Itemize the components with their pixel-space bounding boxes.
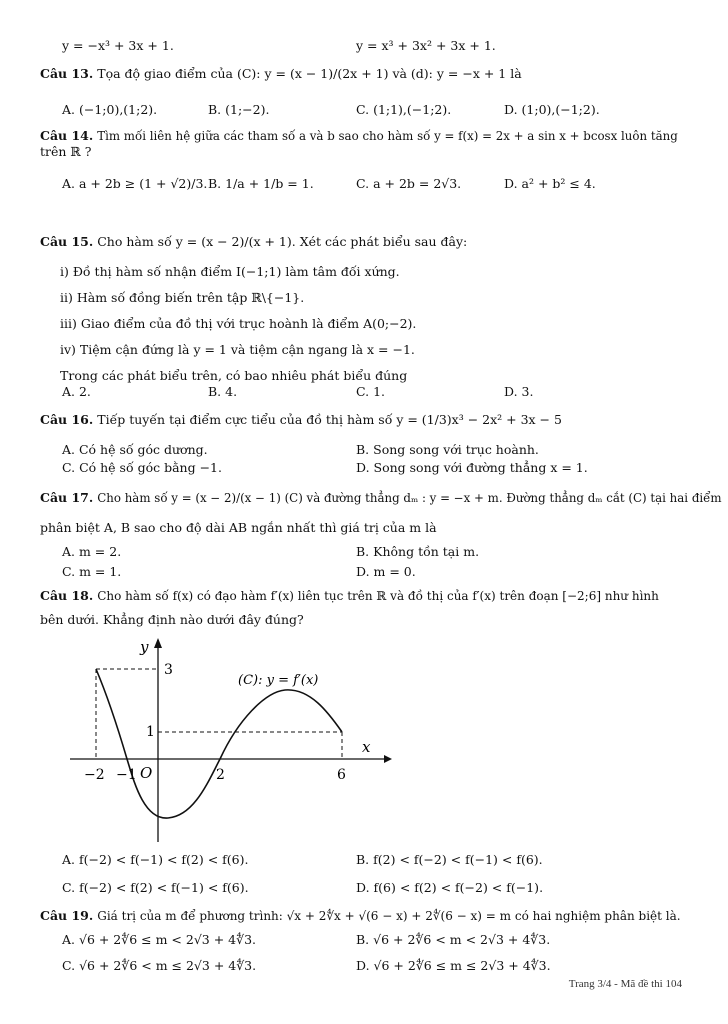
q18-option-d: D. f(6) < f(2) < f(−2) < f(−1). bbox=[356, 880, 544, 895]
y-axis-arrow-icon bbox=[154, 638, 162, 648]
x-tick-minus1: −1 bbox=[116, 767, 137, 783]
q17-stem-text: Cho hàm số y = (x − 2)/(x − 1) (C) và đường thẳng dₘ : y = −x + m. Đường thẳng dₘ cắt (C) tại hai điểm bbox=[97, 491, 722, 505]
q13-option-d: D. (1;0),(−1;2). bbox=[504, 102, 600, 117]
q14-option-c: C. a + 2b = 2√3. bbox=[356, 176, 462, 191]
x-tick-minus2: −2 bbox=[84, 767, 105, 783]
q15-statement-2: ii) Hàm số đồng biến trên tập ℝ\{−1}. bbox=[60, 290, 305, 305]
x-axis-label: x bbox=[362, 738, 371, 756]
q13-option-c: C. (1;1),(−1;2). bbox=[356, 102, 452, 117]
q18-number: Câu 18. bbox=[40, 588, 94, 603]
q19-option-a: A. √6 + 2∜6 ≤ m < 2√3 + 4∜3. bbox=[62, 932, 257, 947]
derivative-curve bbox=[96, 669, 342, 818]
q15-stem-text: Cho hàm số y = (x − 2)/(x + 1). Xét các phát biểu sau đây: bbox=[97, 234, 468, 249]
q14-stem-line2: trên ℝ ? bbox=[40, 144, 92, 159]
q15-option-b: B. 4. bbox=[208, 384, 238, 399]
q13-option-b: B. (1;−2). bbox=[208, 102, 270, 117]
q12-option-c-text: y = −x³ + 3x + 1. bbox=[62, 38, 174, 53]
q17-stem-line2: phân biệt A, B sao cho độ dài AB ngắn nhất thì giá trị của m là bbox=[40, 520, 437, 535]
q19-option-b: B. √6 + 2∜6 < m < 2√3 + 4∜3. bbox=[356, 932, 551, 947]
page-footer: Trang 3/4 - Mã đề thi 104 bbox=[568, 978, 682, 990]
q14-stem bbox=[40, 128, 678, 144]
curve-label: (C): y = f′(x) bbox=[238, 673, 319, 688]
q14-number: Câu 14. bbox=[40, 128, 94, 143]
q17-option-b: B. Không tồn tại m. bbox=[356, 544, 480, 559]
y-tick-3: 3 bbox=[164, 662, 173, 678]
q15-option-a: A. 2. bbox=[62, 384, 91, 399]
q15-number: Câu 15. bbox=[40, 234, 94, 249]
x-tick-2: 2 bbox=[216, 767, 225, 783]
q15-option-d: D. 3. bbox=[504, 384, 534, 399]
x-tick-6: 6 bbox=[337, 767, 346, 783]
q15-option-c: C. 1. bbox=[356, 384, 385, 399]
q12-option-d-text: y = x³ + 3x² + 3x + 1. bbox=[356, 38, 496, 53]
q17-number: Câu 17. bbox=[40, 490, 94, 505]
q18-option-b: B. f(2) < f(−2) < f(−1) < f(6). bbox=[356, 852, 543, 867]
q13-stem bbox=[40, 66, 522, 82]
q14-option-b: B. 1/a + 1/b = 1. bbox=[208, 176, 314, 191]
q15-stem bbox=[40, 234, 467, 250]
x-axis-arrow-icon bbox=[384, 755, 392, 763]
q19-stem bbox=[40, 908, 681, 924]
q16-option-d: D. Song song với đường thẳng x = 1. bbox=[356, 460, 588, 475]
q16-stem-text: Tiếp tuyến tại điểm cực tiểu của đồ thị hàm số y = (1/3)x³ − 2x² + 3x − 5 bbox=[97, 412, 562, 427]
q19-stem-text: Giá trị của m để phương trình: √x + 2∜x + √(6 − x) + 2∜(6 − x) = m có hai nghiệm phân biệt là. bbox=[97, 909, 681, 923]
q14-stem-text: Tìm mối liên hệ giữa các tham số a và b sao cho hàm số y = f(x) = 2x + a sin x + bcosx luôn tăng bbox=[97, 129, 678, 143]
q16-number: Câu 16. bbox=[40, 412, 94, 427]
q17-option-a: A. m = 2. bbox=[62, 544, 122, 559]
q17-stem bbox=[40, 490, 722, 506]
q13-stem-text: Tọa độ giao điểm của (C): y = (x − 1)/(2x + 1) và (d): y = −x + 1 là bbox=[97, 66, 522, 81]
q12-option-d bbox=[356, 38, 496, 54]
q15-statement-4: iv) Tiệm cận đứng là y = 1 và tiệm cận ngang là x = −1. bbox=[60, 342, 415, 357]
y-tick-1: 1 bbox=[146, 724, 155, 740]
q13-option-a: A. (−1;0),(1;2). bbox=[62, 102, 158, 117]
q17-option-c: C. m = 1. bbox=[62, 564, 122, 579]
q18-stem-text: Cho hàm số f(x) có đạo hàm f′(x) liên tục trên ℝ và đồ thị của f′(x) trên đoạn [−2;6] như hình bbox=[97, 589, 659, 603]
q19-number: Câu 19. bbox=[40, 908, 94, 923]
q16-option-a: A. Có hệ số góc dương. bbox=[62, 442, 208, 457]
q19-option-c: C. √6 + 2∜6 < m ≤ 2√3 + 4∜3. bbox=[62, 958, 257, 973]
q19-option-d: D. √6 + 2∜6 ≤ m ≤ 2√3 + 4∜3. bbox=[356, 958, 551, 973]
q15-statement-1: i) Đồ thị hàm số nhận điểm I(−1;1) làm tâm đối xứng. bbox=[60, 264, 400, 279]
q18-stem bbox=[40, 588, 659, 604]
derivative-graph bbox=[70, 632, 400, 847]
q14-option-a: A. a + 2b ≥ (1 + √2)/3. bbox=[62, 176, 208, 191]
q12-option-c bbox=[62, 38, 174, 54]
q15-statement-3: iii) Giao điểm của đồ thị với trục hoành là điểm A(0;−2). bbox=[60, 316, 417, 331]
origin-label: O bbox=[140, 764, 153, 782]
q14-option-d: D. a² + b² ≤ 4. bbox=[504, 176, 596, 191]
q16-option-c: C. Có hệ số góc bằng −1. bbox=[62, 460, 222, 475]
q17-option-d: D. m = 0. bbox=[356, 564, 416, 579]
q16-stem bbox=[40, 412, 562, 428]
y-axis-label: y bbox=[140, 638, 149, 656]
q13-number: Câu 13. bbox=[40, 66, 94, 81]
q18-option-c: C. f(−2) < f(2) < f(−1) < f(6). bbox=[62, 880, 249, 895]
q16-option-b: B. Song song với trục hoành. bbox=[356, 442, 539, 457]
q18-stem-line2: bên dưới. Khẳng định nào dưới đây đúng? bbox=[40, 612, 304, 627]
q15-question: Trong các phát biểu trên, có bao nhiêu phát biểu đúng bbox=[60, 368, 408, 383]
q18-option-a: A. f(−2) < f(−1) < f(2) < f(6). bbox=[62, 852, 249, 867]
